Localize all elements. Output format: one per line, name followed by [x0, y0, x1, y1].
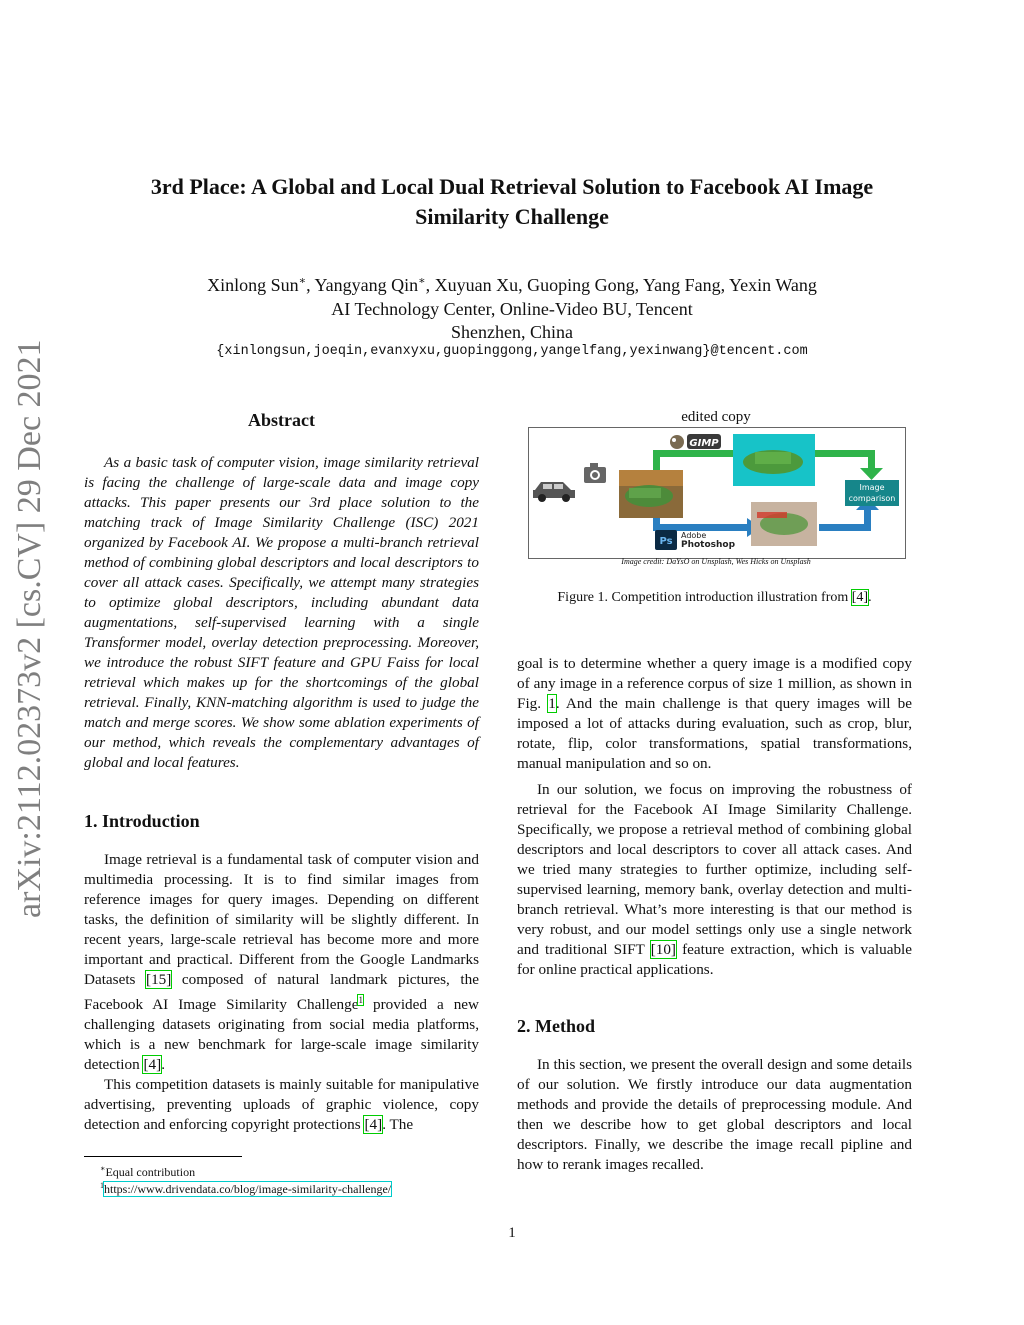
- citation-link[interactable]: [4]: [851, 590, 869, 605]
- citation-link[interactable]: [4]: [364, 1116, 383, 1134]
- affiliation: AI Technology Center, Online-Video BU, Tencent: [331, 298, 693, 319]
- figure-1-caption: Figure 1. Competition introduction illustration from [4].: [557, 590, 872, 605]
- original-photo: [619, 470, 683, 518]
- method-heading: 2. Method: [517, 1016, 595, 1036]
- author-1: Xinlong Sun: [207, 275, 299, 295]
- figure-image-credit: Image credit: DaYsO on Unsplash, Wes Hicks on Unsplash: [621, 557, 811, 566]
- image-comparison-box: [845, 480, 899, 506]
- authors-rest: , Xuyuan Xu, Guoping Gong, Yang Fang, Yexin Wang: [425, 275, 817, 295]
- citation-link[interactable]: [15]: [146, 971, 172, 988]
- author-2: , Yangyang Qin: [306, 275, 419, 295]
- edited-photo-bottom: [751, 502, 817, 546]
- challenge-url-link[interactable]: https://www.drivendata.co/blog/image-similarity-challenge/: [104, 1182, 392, 1196]
- adobe-text: Adobe: [681, 531, 707, 540]
- footnote-link[interactable]: 1: [358, 995, 363, 1005]
- footnote-1: ∗Equal contribution: [100, 1164, 196, 1179]
- car-icon: [533, 482, 575, 502]
- gimp-logo: [670, 434, 721, 449]
- figure-diagram: [529, 428, 905, 558]
- abstract-heading: Abstract: [248, 410, 315, 430]
- method-paragraph: In this section, we present the overall design and some details of our solution. We firstly introduce our data augmentation methods and provide the details of preprocessing module. And then we describe how to get global descriptors and local descriptors. Finally, we describe the image recall pipline and how to rerank images recalled.: [517, 1056, 912, 1173]
- right-paragraph-1: goal is to determine whether a query image is a modified copy of any image in a reference corpus of size 1 million, as shown in Fig. 1. And the main challenge is that query images will be imposed a lot of attacks during evaluation, such as crop, blur, rotate, flip, color transformations, spatial transformations, manual manipulation and so on.: [517, 655, 913, 772]
- camera-icon: [584, 463, 606, 483]
- page-number: 1: [508, 1225, 516, 1241]
- edited-photo-top: [733, 434, 815, 486]
- photoshop-text: Photoshop: [681, 540, 736, 550]
- equal-mark: ∗: [418, 275, 426, 287]
- title-line-2: Similarity Challenge: [415, 204, 609, 229]
- paper-title: [80, 172, 944, 232]
- ps-text: Ps: [659, 536, 673, 547]
- footnote-rule: [84, 1156, 242, 1157]
- comparison-line-1: Image: [859, 483, 885, 492]
- author-names: [80, 270, 944, 298]
- footnote-2: $^1$https://www.drivendata.co/blog/image-similarity-challenge/: [100, 1181, 392, 1196]
- abstract-text: As a basic task of computer vision, image similarity retrieval is facing the challenge of large-scale data and image copy attacks. This paper presents our 3rd place solution to the matching track of Image Similarity Challenge (ISC) 2021 organized by Facebook AI. We propose a multi-branch retrieval method of combining global descriptors and local descriptors to cover all attack cases. Specifically, we attempt many strategies to optimize global descriptors, including abundant data augmentations, self-supervised learning with a single Transformer model, overlay detection preprocessing. Moreover, we introduce the robust SIFT feature and GPU Faiss for local retrieval which makes up for the shortcomings of the global retrieval. Finally, KNN-matching algorithm is used to judge the match and merge scores. We show some ablation experiments of our method, which reveals the complementary advantages of global and local features.: [84, 454, 479, 771]
- location: Shenzhen, China: [451, 322, 573, 342]
- right-paragraph-2: In our solution, we focus on improving the robustness of retrieval for the Facebook AI Image Similarity Challenge. Specifically, we propose a retrieval method of combining global descriptors and local descriptors to cover all attack cases. And we tried many strategies to further optimize, including self-supervised learning, memory bank, overlay detection and multi-branch retrieval. What’s more interesting is that our method is very robust, and our model settings only use a single network and traditional SIFT [10] feature extraction, which is valuable for online practical applications.: [517, 781, 912, 978]
- arxiv-identifier: arXiv:2112.02373v2 [cs.CV] 29 Dec 2021: [11, 339, 48, 918]
- comparison-line-2: comparison: [848, 494, 896, 503]
- author-block: [80, 270, 944, 345]
- photoshop-logo: [655, 530, 736, 550]
- citation-link[interactable]: [4]: [143, 1056, 162, 1074]
- equal-mark: ∗: [298, 275, 307, 287]
- citation-link[interactable]: [10]: [650, 941, 676, 958]
- title-line-1: 3rd Place: A Global and Local Dual Retrieval Solution to Facebook AI Image: [150, 174, 874, 199]
- right-column: [517, 654, 912, 1175]
- intro-paragraph-2: This competition datasets is mainly suitable for manipulative advertising, preventing uploads of graphic violence, copy detection and enforcing copyright protections [4]. The: [84, 1076, 479, 1134]
- intro-paragraph-1: Image retrieval is a fundamental task of computer vision and multimedia processing. It is to find similar images from reference images for query images. Depending on different tasks, the definition of similarity will be slightly different. In recent years, large-scale retrieval has become more and more important and practical. Different from the Google Landmarks Datasets [15] composed of natural landmark pictures, the Facebook AI Image Similarity Challenge$^1$ provided a new challenging datasets originating from social media platforms, which is a new benchmark for large-scale image similarity detection [4].: [84, 851, 479, 1074]
- left-column: [84, 410, 479, 1135]
- figure-edited-copy-label: edited copy: [681, 409, 751, 425]
- figure-link[interactable]: 1: [548, 695, 556, 712]
- introduction-heading: 1. Introduction: [84, 811, 200, 831]
- figure-1-illustration: [528, 427, 906, 559]
- author-emails: {xinlongsun,joeqin,evanxyxu,guopinggong,yangelfang,yexinwang}@tencent.com: [216, 344, 808, 359]
- gimp-text: GIMP: [689, 438, 719, 449]
